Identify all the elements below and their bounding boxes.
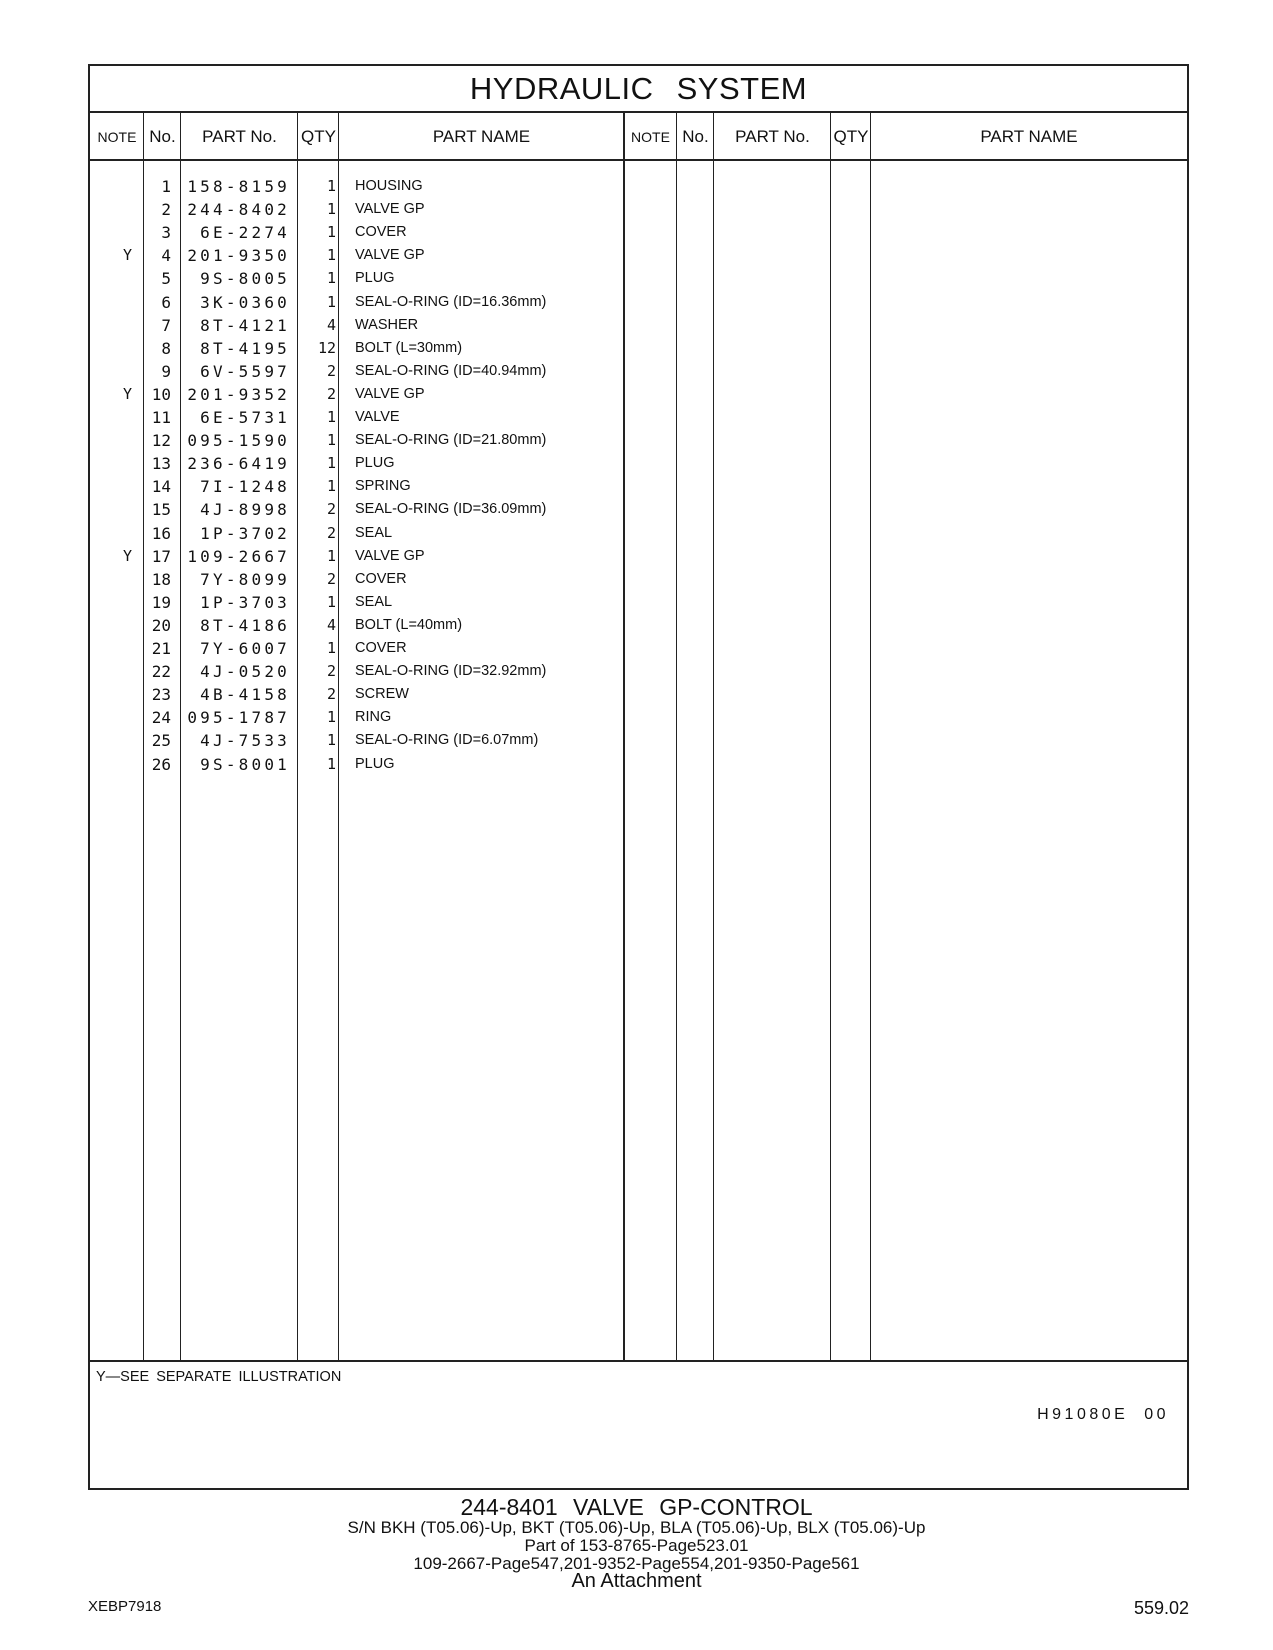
table-row <box>90 614 1187 637</box>
part-number-cell: 095-1590 <box>187 431 290 451</box>
page-number: 559.02 <box>1133 1598 1189 1618</box>
item-number-cell: 4 <box>161 246 171 266</box>
header-no-left: No. <box>149 127 176 146</box>
table-row <box>90 337 1187 360</box>
quantity-cell: 1 <box>326 639 336 657</box>
item-number-cell: 26 <box>151 754 171 774</box>
item-number-cell: 21 <box>151 639 171 658</box>
part-name-cell: VALVE GP <box>355 385 425 402</box>
quantity-cell: 2 <box>326 569 336 588</box>
item-number-cell: 7 <box>161 315 171 335</box>
part-number-cell: 3K-0360 <box>200 292 290 312</box>
item-number-cell: 8 <box>161 338 171 358</box>
part-number-cell: 4J-7533 <box>200 731 290 751</box>
table-row <box>90 267 1187 290</box>
quantity-cell: 2 <box>326 523 336 542</box>
quantity-cell: 1 <box>326 177 336 195</box>
part-name-cell: VALVE GP <box>355 201 425 218</box>
part-number-cell: 6E-2274 <box>200 223 290 243</box>
part-name-cell: HOUSING <box>355 178 423 194</box>
part-number-cell: 7Y-8099 <box>200 569 290 589</box>
table-row <box>90 244 1187 267</box>
item-number-cell: 11 <box>151 408 171 427</box>
footer-note: Y—SEE SEPARATE ILLUSTRATION <box>96 1369 342 1385</box>
parts-table <box>88 64 1189 1490</box>
table-row <box>90 753 1187 776</box>
part-number-cell: 4J-8998 <box>200 500 290 520</box>
table-row <box>90 591 1187 614</box>
header-qty-left: QTY <box>301 127 336 146</box>
item-number-cell: 6 <box>161 292 171 312</box>
part-number-cell: 4J-0520 <box>200 662 290 682</box>
item-number-cell: 12 <box>151 431 171 451</box>
item-number-cell: 5 <box>161 269 171 289</box>
table-row <box>90 706 1187 729</box>
table-row <box>90 291 1187 314</box>
table-row <box>90 475 1187 498</box>
part-number-cell: 7Y-6007 <box>200 639 290 658</box>
part-name-cell: SCREW <box>355 686 409 703</box>
part-name-cell: PLUG <box>355 755 395 772</box>
header-part-name-left: PART NAME <box>432 127 531 146</box>
item-number-cell: 20 <box>151 615 171 635</box>
item-number-cell: 16 <box>151 523 171 543</box>
part-name-cell: SEAL-O-RING (ID=40.94mm) <box>355 362 547 379</box>
part-number-cell: 6V-5597 <box>200 361 290 381</box>
part-number-cell: 236-6419 <box>187 454 290 474</box>
part-name-cell: VALVE GP <box>355 547 425 564</box>
table-row <box>90 383 1187 406</box>
part-name-cell: COVER <box>355 224 407 241</box>
header-part-no-right: PART No. <box>735 127 810 146</box>
item-number-cell: 2 <box>161 200 171 220</box>
item-number-cell: 23 <box>151 685 171 705</box>
part-name-cell: VALVE <box>355 409 400 425</box>
document-id: XEBP7918 <box>88 1598 162 1615</box>
caption-part-of: Part of 153-8765-Page523.01 <box>524 1536 749 1555</box>
table-row <box>90 314 1187 337</box>
quantity-cell: 1 <box>326 754 336 773</box>
item-number-cell: 13 <box>151 454 171 474</box>
quantity-cell: 1 <box>326 477 336 496</box>
table-row <box>90 175 1187 198</box>
caption-serial-numbers: S/N BKH (T05.06)-Up, BKT (T05.06)-Up, BLA (T05.06)-Up, BLX (T05.06)-Up <box>347 1518 926 1537</box>
quantity-cell: 1 <box>326 454 336 473</box>
quantity-cell: 1 <box>326 200 336 219</box>
part-number-cell: 201-9352 <box>187 384 290 404</box>
quantity-cell: 1 <box>326 546 336 565</box>
quantity-cell: 1 <box>326 408 336 426</box>
part-number-cell: 4B-4158 <box>200 685 290 705</box>
item-number-cell: 18 <box>151 569 171 589</box>
part-name-cell: PLUG <box>355 270 395 287</box>
quantity-cell: 1 <box>326 431 336 450</box>
item-number-cell: 22 <box>151 662 171 682</box>
item-number-cell: 10 <box>151 384 171 404</box>
header-note-left: NOTE <box>97 129 137 145</box>
caption-title: 244-8401 VALVE GP-CONTROL <box>460 1494 813 1520</box>
quantity-cell: 2 <box>326 384 336 403</box>
quantity-cell: 1 <box>326 269 336 288</box>
quantity-cell: 4 <box>326 615 336 634</box>
table-row <box>90 683 1187 706</box>
note-cell: Y <box>122 384 132 403</box>
quantity-cell: 1 <box>326 292 336 311</box>
caption-references: 109-2667-Page547,201-9352-Page554,201-9350-Page561 <box>413 1554 860 1573</box>
part-number-cell: 6E-5731 <box>200 408 290 427</box>
part-number-cell: 9S-8001 <box>200 754 290 774</box>
table-row <box>90 198 1187 221</box>
part-name-cell: COVER <box>355 570 407 587</box>
quantity-cell: 1 <box>326 223 336 242</box>
table-header <box>90 113 1187 161</box>
table-row <box>90 568 1187 591</box>
part-name-cell: SPRING <box>355 478 411 495</box>
footer-divider <box>90 1360 1187 1362</box>
part-name-cell: RING <box>355 709 392 726</box>
table-row <box>90 498 1187 521</box>
part-number-cell: 8T-4121 <box>200 315 290 335</box>
table-row <box>90 637 1187 660</box>
item-number-cell: 3 <box>161 223 171 243</box>
note-cell: Y <box>122 546 132 565</box>
part-name-cell: VALVE GP <box>355 247 425 264</box>
item-number-cell: 1 <box>161 177 171 196</box>
part-number-cell: 1P-3702 <box>200 523 290 543</box>
quantity-cell: 2 <box>326 662 336 681</box>
quantity-cell: 1 <box>326 246 336 265</box>
part-number-cell: 1P-3703 <box>200 592 290 612</box>
part-name-cell: SEAL-O-RING (ID=36.09mm) <box>355 501 547 518</box>
part-name-cell: SEAL-O-RING (ID=32.92mm) <box>355 663 547 680</box>
quantity-cell: 1 <box>326 731 336 750</box>
table-row <box>90 729 1187 752</box>
part-number-cell: 244-8402 <box>187 200 290 220</box>
part-number-cell: 7I-1248 <box>200 477 290 497</box>
part-number-cell: 158-8159 <box>187 177 290 196</box>
part-name-cell: SEAL-O-RING (ID=21.80mm) <box>355 432 547 449</box>
header-no-right: No. <box>682 127 709 146</box>
quantity-cell: 1 <box>326 592 336 611</box>
part-name-cell: COVER <box>355 640 407 656</box>
part-name-cell: PLUG <box>355 455 395 472</box>
item-number-cell: 25 <box>151 731 171 751</box>
table-row <box>90 660 1187 683</box>
part-number-cell: 8T-4186 <box>200 615 290 635</box>
table-row <box>90 221 1187 244</box>
item-number-cell: 15 <box>151 500 171 520</box>
table-row <box>90 522 1187 545</box>
header-part-no-left: PART No. <box>202 127 277 146</box>
quantity-cell: 12 <box>317 338 336 357</box>
page-title: HYDRAULIC SYSTEM <box>90 66 1187 113</box>
part-number-cell: 9S-8005 <box>200 269 290 289</box>
header-part-name-right: PART NAME <box>980 127 1078 146</box>
part-name-cell: WASHER <box>355 316 419 333</box>
part-name-cell: SEAL <box>355 524 393 541</box>
part-number-cell: 109-2667 <box>187 546 290 566</box>
table-row <box>90 452 1187 475</box>
quantity-cell: 1 <box>326 708 336 727</box>
item-number-cell: 17 <box>151 546 171 566</box>
part-name-cell: BOLT (L=30mm) <box>355 339 463 356</box>
part-number-cell: 095-1787 <box>187 708 290 728</box>
quantity-cell: 2 <box>326 361 336 380</box>
illustration-code: H91080E 00 <box>1037 1406 1169 1423</box>
item-number-cell: 14 <box>151 477 171 497</box>
part-name-cell: SEAL-O-RING (ID=6.07mm) <box>355 732 539 749</box>
table-row <box>90 545 1187 568</box>
header-qty-right: QTY <box>833 127 869 146</box>
quantity-cell: 2 <box>326 685 336 704</box>
header-note-right: NOTE <box>631 129 670 145</box>
table-row <box>90 360 1187 383</box>
caption-attachment: An Attachment <box>571 1570 702 1592</box>
part-name-cell: SEAL-O-RING (ID=16.36mm) <box>355 293 547 310</box>
quantity-cell: 2 <box>326 500 336 519</box>
part-number-cell: 8T-4195 <box>200 338 290 358</box>
part-name-cell: BOLT (L=40mm) <box>355 616 463 633</box>
note-cell: Y <box>122 246 132 265</box>
item-number-cell: 24 <box>151 708 171 728</box>
item-number-cell: 9 <box>161 361 171 381</box>
table-row <box>90 406 1187 429</box>
part-number-cell: 201-9350 <box>187 246 290 266</box>
part-name-cell: SEAL <box>355 593 393 610</box>
item-number-cell: 19 <box>151 592 171 612</box>
quantity-cell: 4 <box>326 315 336 334</box>
table-row <box>90 429 1187 452</box>
